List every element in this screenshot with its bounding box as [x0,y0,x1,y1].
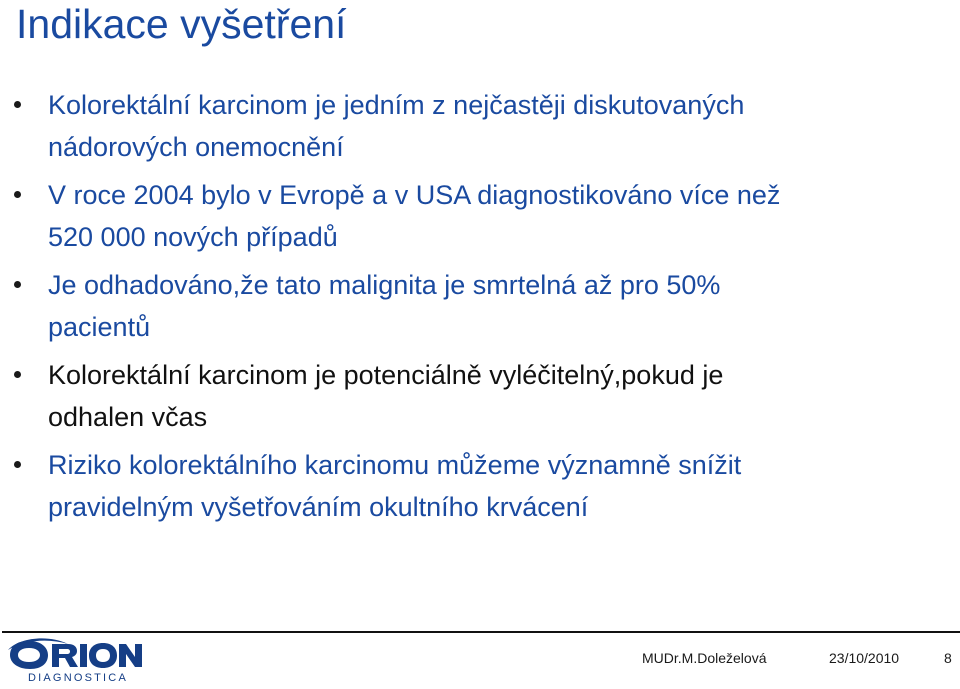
bullet-line: Kolorektální karcinom je potenciálně vyléčitelný,pokud je [48,360,724,390]
bullet-dot-icon [14,281,21,288]
bullet-item [0,444,950,528]
bullet-dot-icon [14,191,21,198]
footer-divider [2,631,960,633]
bullet-line: Riziko kolorektálního karcinomu můžeme významně snížit [48,450,742,480]
orion-logo-icon [8,636,143,672]
bullet-line: 520 000 nových případů [48,222,338,252]
bullet-list [0,84,950,534]
footer-date: 23/10/2010 [829,650,900,666]
bullet-line: nádorových onemocnění [48,132,344,162]
bullet-dot-icon [14,461,21,468]
bullet-item [0,354,950,438]
bullet-dot-icon [14,101,21,108]
footer-author: MUDr.M.Doleželová [642,650,767,666]
slide-title: Indikace vyšetření [16,1,347,47]
bullet-line: V roce 2004 bylo v Evropě a v USA diagnostikováno více než [48,180,781,210]
page-number: 8 [944,650,952,666]
bullet-item [0,264,950,348]
bullet-item [0,174,950,258]
bullet-line: odhalen včas [48,402,208,432]
bullet-line: pacientů [48,312,151,342]
bullet-line: pravidelným vyšetřováním okultního krvácení [48,492,589,522]
bullet-line: Kolorektální karcinom je jedním z nejčastěji diskutovaných [48,90,745,120]
bullet-dot-icon [14,371,21,378]
logo-subtitle: DIAGNOSTICA [28,672,128,684]
bullet-item [0,84,950,168]
bullet-line: Je odhadováno,že tato malignita je smrtelná až pro 50% [48,270,721,300]
